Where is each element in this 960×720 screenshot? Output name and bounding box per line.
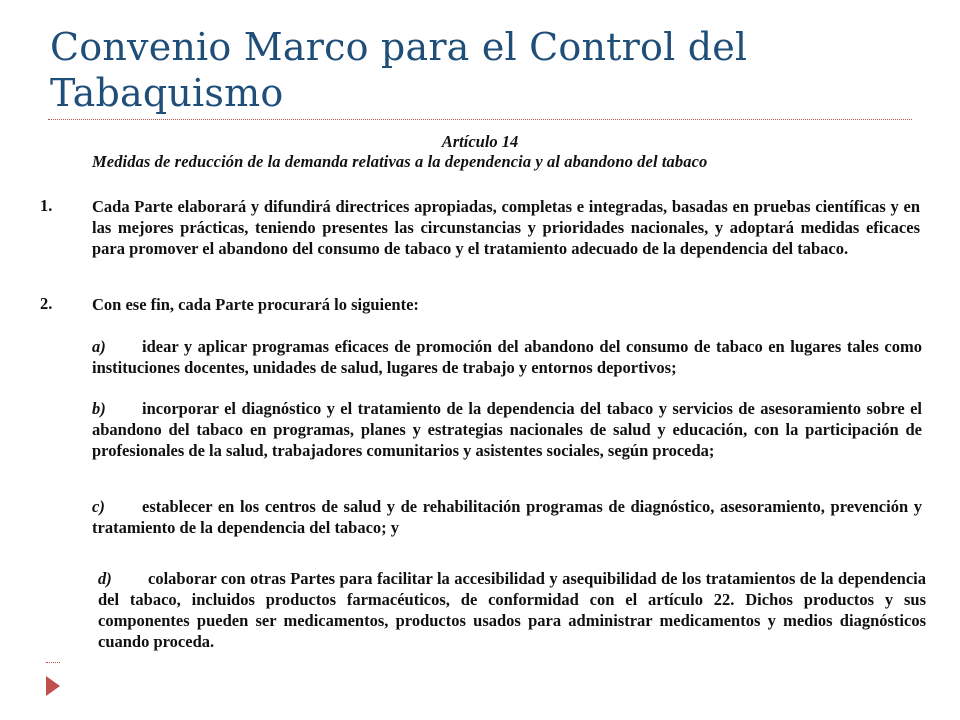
list-item-b [92,398,922,461]
list-item-d-text: colaborar con otras Partes para facilitar la accesibilidad y asequibilidad de los tratamientos de la dependencia del tabaco, incluidos productos farmacéuticos, de conformidad con el artículo 22. Dichos productos y sus componentes pueden ser medicamentos, productos usados para administrar medicamentos y medios diagnósticos cuando proceda. [98,569,926,651]
list-item-c-letter: c) [92,497,105,516]
title-divider [48,119,912,120]
article-subtitle: Medidas de reducción de la demanda relativas a la dependencia y al abandono del tabaco [92,152,708,171]
article-heading: Artículo 14 [441,132,519,151]
paragraph-2-text: Con ese fin, cada Parte procurará lo siguiente: [92,295,419,314]
paragraph-1-text: Cada Parte elaborará y difundirá directrices apropiadas, completas e integradas, basadas en pruebas científicas y en las mejores prácticas, teniendo presentes las circunstancias y prioridades nacionales, y adoptará medidas eficaces para promover el abandono del consumo de tabaco y el tratamiento adecuado de la dependencia del tabaco. [92,197,920,258]
paragraph-1-number: 1. [40,196,53,215]
list-item-c-text: establecer en los centros de salud y de rehabilitación programas de diagnóstico, asesoramiento, prevención y tratamiento de la dependencia del tabaco; y [92,497,922,537]
list-item-c [92,496,922,538]
bullet-arrow-icon [46,676,60,696]
list-item-a-letter: a) [92,337,106,356]
slide-title: Convenio Marco para el Control del Tabaquismo [50,25,748,115]
footer-dots [46,662,60,663]
list-item-a-text: idear y aplicar programas eficaces de promoción del abandono del consumo de tabaco en lugares tales como instituciones docentes, unidades de salud, lugares de trabajo y entornos deportivos; [92,337,922,377]
list-item-b-text: incorporar el diagnóstico y el tratamiento de la dependencia del tabaco y servicios de asesoramiento sobre el abandono del tabaco en programas, planes y estrategias nacionales de salud y educación, con la participación de profesionales de la salud, trabajadores comunitarios y asistentes sociales, según proceda; [92,399,922,460]
list-item-a [92,336,922,378]
list-item-d-letter: d) [98,569,112,588]
list-item-b-letter: b) [92,399,106,418]
paragraph-2-number: 2. [40,294,53,313]
article-content [0,130,960,650]
list-item-d [98,568,926,652]
